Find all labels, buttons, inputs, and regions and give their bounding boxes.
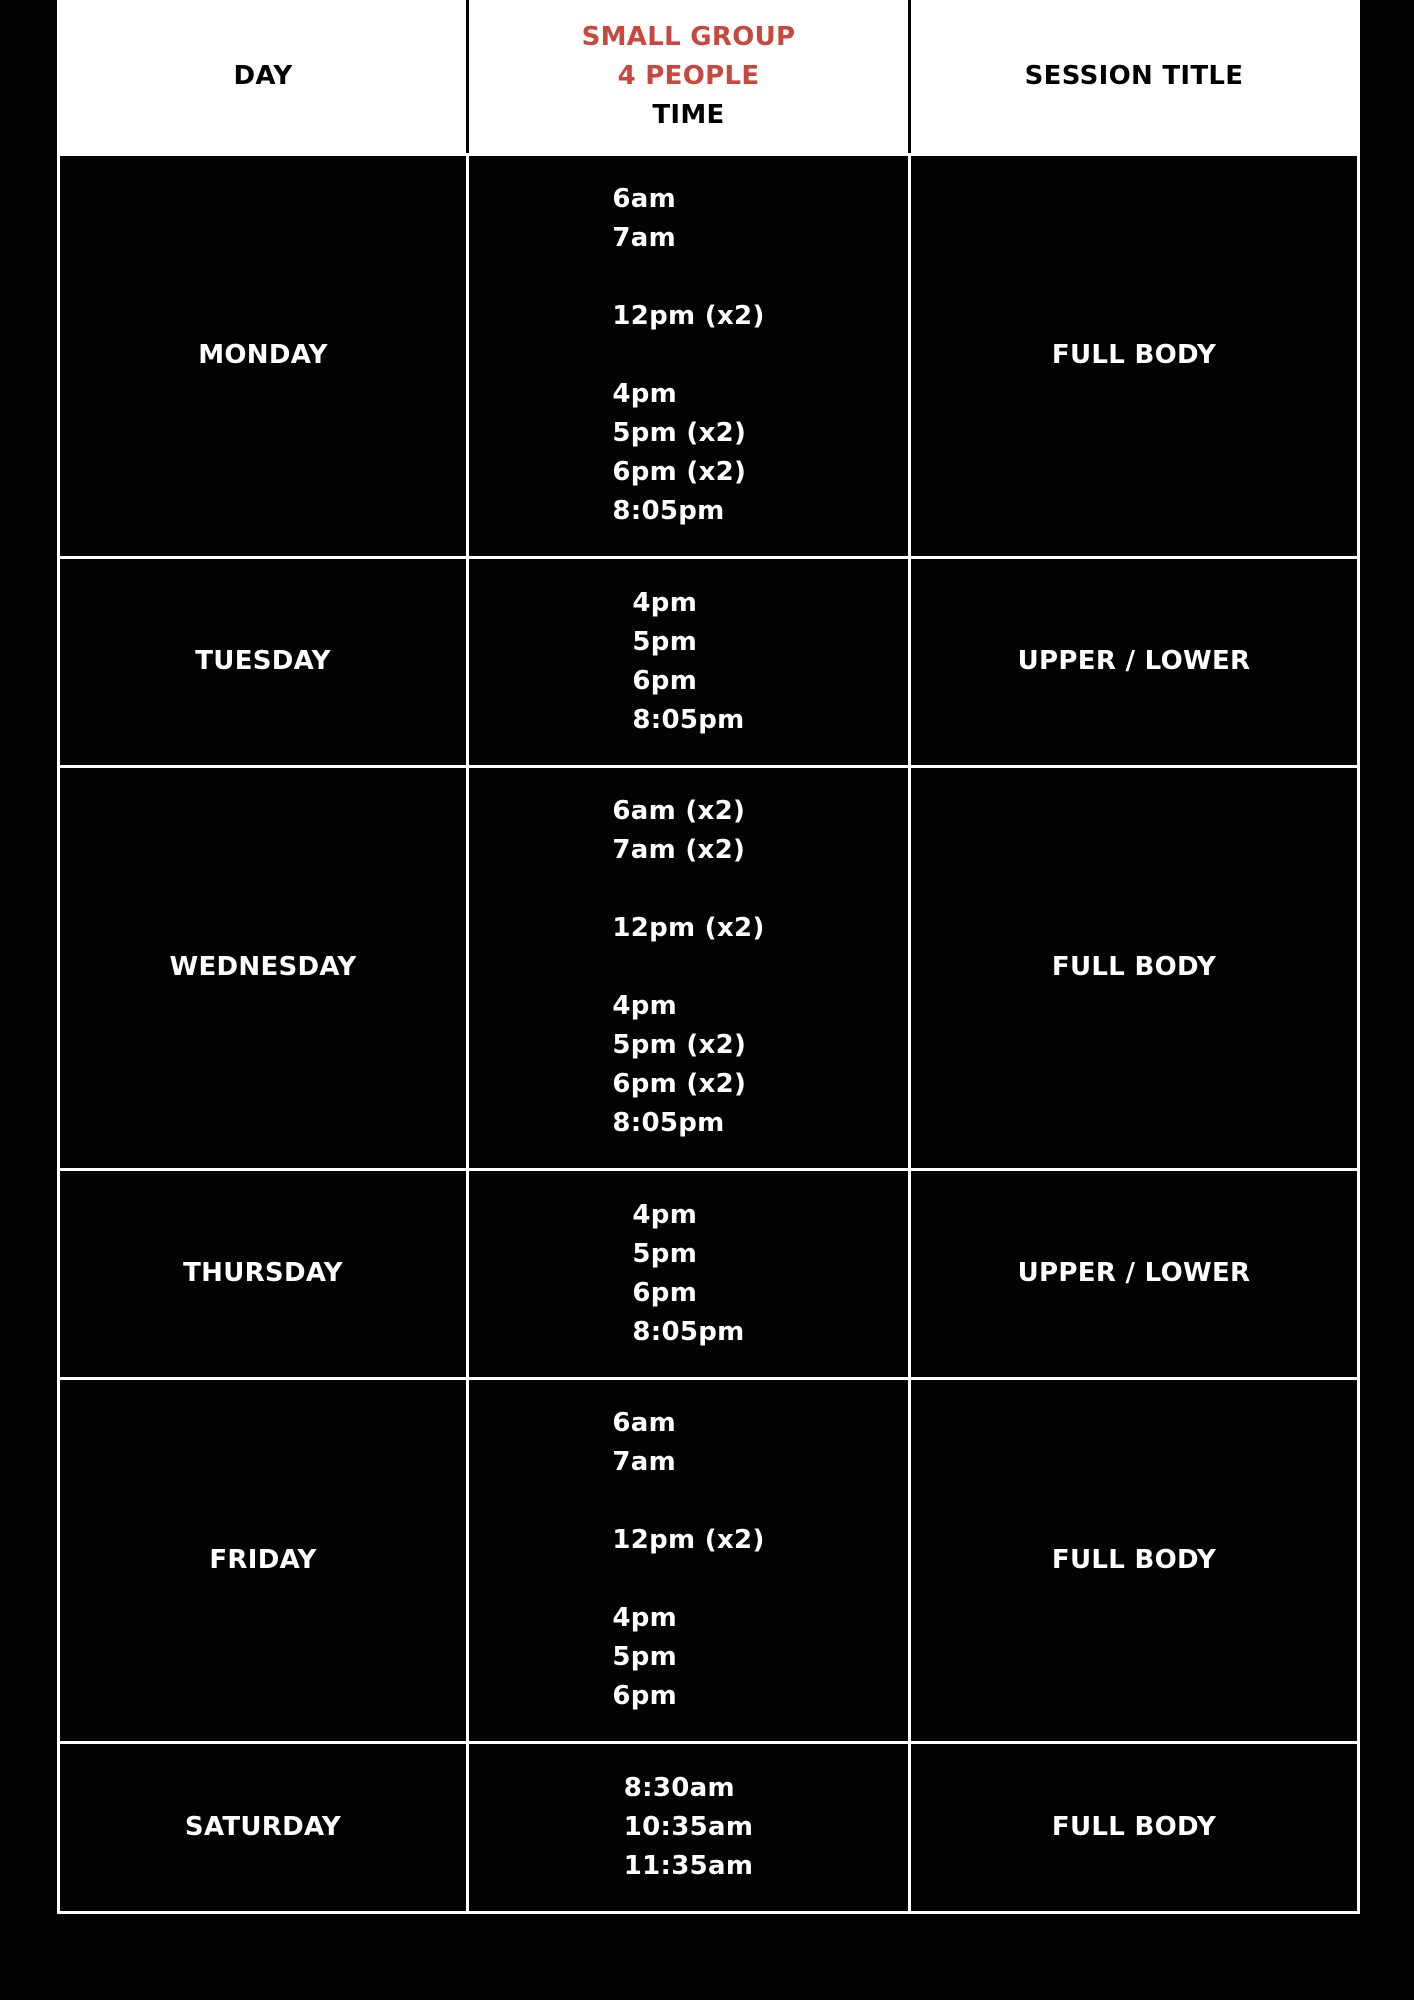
session-cell: FULL BODY bbox=[910, 1378, 1359, 1742]
time-slot: 11:35am bbox=[623, 1850, 754, 1881]
small-group-label: SMALL GROUP bbox=[581, 21, 796, 52]
time-cell bbox=[468, 1378, 910, 1742]
time-list bbox=[632, 1196, 744, 1352]
day-column-header: DAY bbox=[59, 0, 468, 154]
day-cell: FRIDAY bbox=[59, 1378, 468, 1742]
time-gap bbox=[612, 258, 764, 297]
time-gap bbox=[612, 870, 764, 909]
schedule-row-monday bbox=[59, 154, 1359, 557]
time-slot: 12pm (x2) bbox=[612, 301, 765, 331]
time-slot: 8:05pm bbox=[632, 1316, 745, 1347]
time-slot: 7am bbox=[612, 223, 676, 253]
schedule-row-thursday bbox=[59, 1169, 1359, 1378]
time-slot: 5pm (x2) bbox=[612, 1030, 747, 1060]
time-list bbox=[612, 180, 764, 531]
time-slot: 8:05pm bbox=[632, 704, 745, 735]
time-slot: 8:30am bbox=[623, 1772, 735, 1803]
time-list bbox=[612, 792, 764, 1143]
time-slot: 6pm bbox=[632, 665, 698, 696]
schedule-row-tuesday bbox=[59, 557, 1359, 766]
time-gap bbox=[612, 336, 764, 375]
time-slot: 6pm (x2) bbox=[612, 457, 747, 487]
time-slot: 4pm bbox=[632, 1199, 698, 1230]
time-gap bbox=[612, 1560, 764, 1599]
time-cell bbox=[468, 1169, 910, 1378]
day-cell: WEDNESDAY bbox=[59, 766, 468, 1169]
time-slot: 5pm (x2) bbox=[612, 418, 747, 448]
session-cell: FULL BODY bbox=[910, 154, 1359, 557]
time-slot: 7am bbox=[612, 1447, 676, 1477]
time-slot: 4pm bbox=[632, 587, 698, 618]
time-cell bbox=[468, 557, 910, 766]
time-slot: 8:05pm bbox=[612, 496, 725, 526]
time-slot: 4pm bbox=[612, 379, 678, 409]
time-slot: 10:35am bbox=[623, 1811, 754, 1842]
session-cell: FULL BODY bbox=[910, 1742, 1359, 1912]
time-slot: 4pm bbox=[612, 1603, 678, 1633]
time-gap bbox=[612, 948, 764, 987]
time-slot: 8:05pm bbox=[612, 1108, 725, 1138]
time-slot: 12pm (x2) bbox=[612, 913, 765, 943]
session-cell: UPPER / LOWER bbox=[910, 557, 1359, 766]
day-cell: THURSDAY bbox=[59, 1169, 468, 1378]
time-column-header bbox=[468, 0, 910, 154]
schedule-row-friday bbox=[59, 1378, 1359, 1742]
time-list bbox=[632, 584, 744, 740]
time-slot: 6am (x2) bbox=[612, 796, 746, 826]
time-slot: 12pm (x2) bbox=[612, 1525, 765, 1555]
time-slot: 6pm bbox=[632, 1277, 698, 1308]
time-slot: 5pm bbox=[632, 1238, 698, 1269]
schedule-table bbox=[57, 0, 1360, 1914]
time-slot: 5pm bbox=[612, 1642, 678, 1672]
time-cell bbox=[468, 766, 910, 1169]
session-cell: FULL BODY bbox=[910, 766, 1359, 1169]
schedule-row-saturday bbox=[59, 1742, 1359, 1912]
time-slot: 7am (x2) bbox=[612, 835, 746, 865]
time-slot: 6am bbox=[612, 1408, 676, 1438]
schedule-row-wednesday bbox=[59, 766, 1359, 1169]
time-cell bbox=[468, 154, 910, 557]
day-cell: SATURDAY bbox=[59, 1742, 468, 1912]
time-slot: 4pm bbox=[612, 991, 678, 1021]
time-slot: 6pm bbox=[612, 1681, 678, 1711]
group-size-label: 4 PEOPLE bbox=[617, 60, 760, 91]
time-list bbox=[612, 1404, 764, 1716]
day-cell: TUESDAY bbox=[59, 557, 468, 766]
time-slot: 6am bbox=[612, 184, 676, 214]
time-list bbox=[624, 1769, 754, 1886]
time-gap bbox=[612, 1482, 764, 1521]
session-cell: UPPER / LOWER bbox=[910, 1169, 1359, 1378]
header-row bbox=[59, 0, 1359, 154]
time-label: TIME bbox=[652, 99, 725, 130]
session-title-column-header: SESSION TITLE bbox=[910, 0, 1359, 154]
time-slot: 5pm bbox=[632, 626, 698, 657]
day-cell: MONDAY bbox=[59, 154, 468, 557]
time-cell bbox=[468, 1742, 910, 1912]
time-slot: 6pm (x2) bbox=[612, 1069, 747, 1099]
